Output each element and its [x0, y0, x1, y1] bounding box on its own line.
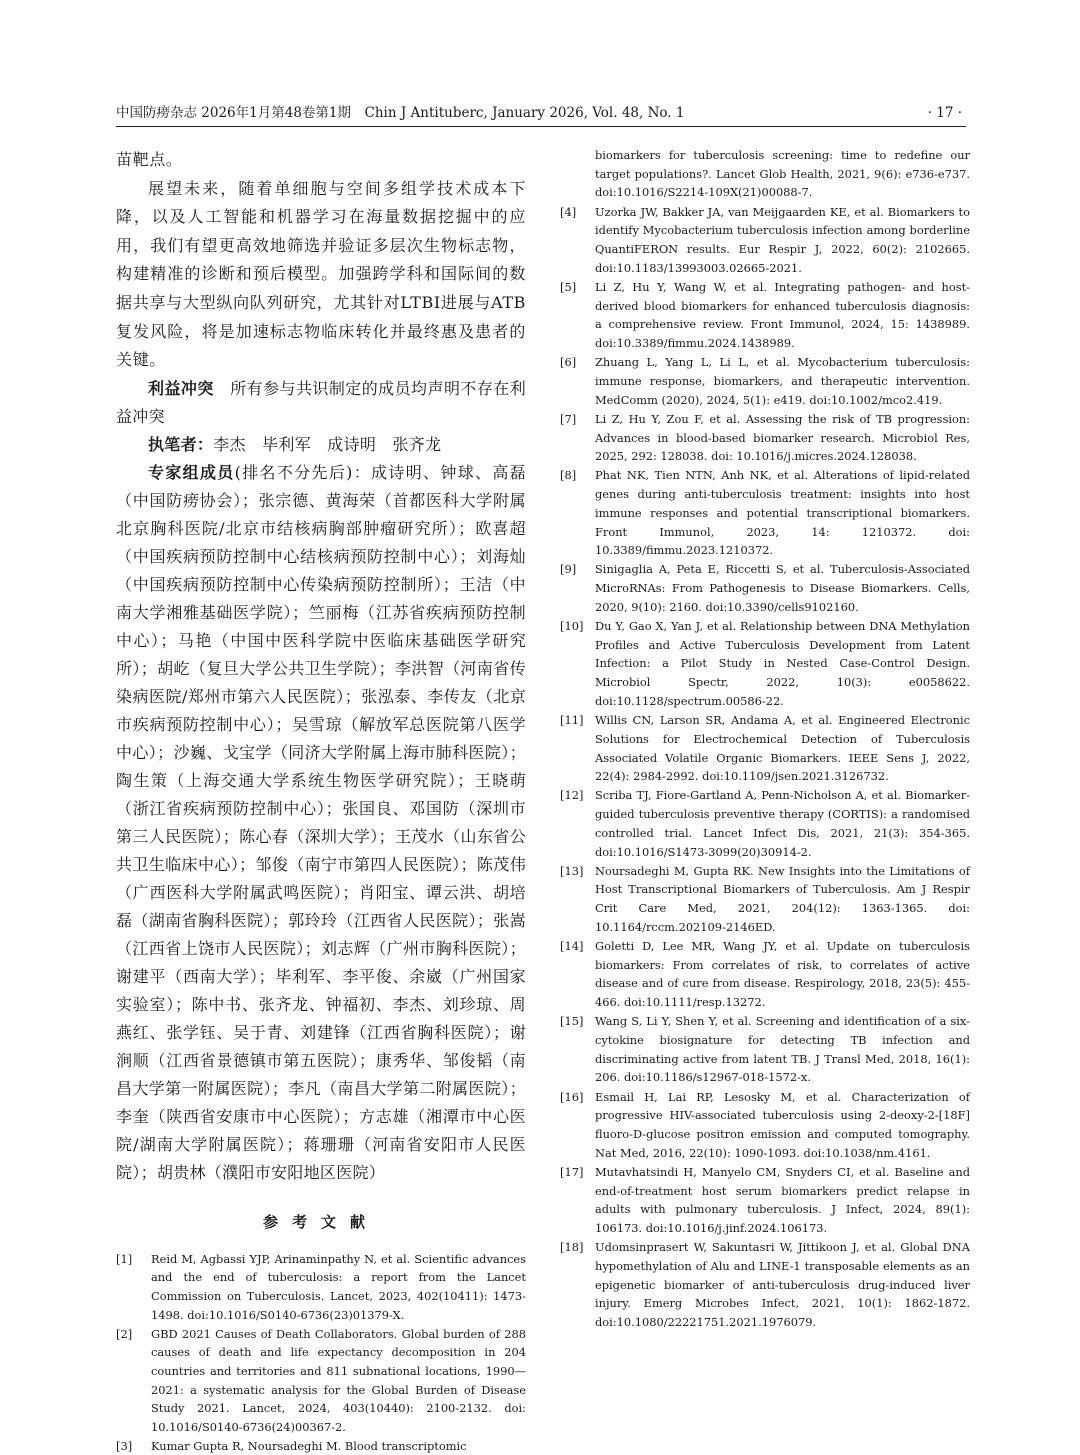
conflict-of-interest: [116, 375, 526, 431]
reference-item: [2] GBD 2021 Causes of Death Collaborators. Global burden of 288 causes of death and life expectancy decomposition in 204 countries and territories and 811 subnational locations, 1990—2021: a systematic analysis for the Global Burden of Disease Study 2021. Lancet, 2024, 403(10440): 2100-2132. doi: 10.1016/S0140-6736(24)00367-2.: [116, 1326, 526, 1435]
running-header: [116, 104, 966, 127]
continuation-text: 苗靶点。: [116, 150, 183, 169]
reference-item-continued: biomarkers for tuberculosis screening: time to redefine our target populations?. Lancet Glob Health, 2021, 9(6): e736-e737. doi:10.1016/S2214-109X(21)00088-7.: [595, 148, 970, 200]
conflict-text: 所有参与共识制定的成员均声明不存在利益冲突: [116, 378, 526, 426]
experts-label: 专家组成员: [148, 462, 235, 482]
reference-item: [4] Uzorka JW, Bakker JA, van Meijgaarden KE, et al. Biomarkers to identify Mycobacterium tuberculosis infection among borderline QuantiFERON results. Eur Respir J, 2022, 60(2): 2102665. doi:10.1183/13993003.02665-2021.: [560, 204, 970, 275]
reference-item: [18] Udomsinprasert W, Sakuntasri W, Jittikoon J, et al. Global DNA hypomethylation of Alu and LINE-1 transposable elements as an epigenetic biomarker of anti-tuberculosis drug-induced liver injury. Emerg Microbes Infect, 2021, 10(1): 1862-1872. doi:10.1080/22221751.2021.1976079.: [560, 1240, 970, 1330]
outlook-paragraph: 展望未来，随着单细胞与空间多组学技术成本下降，以及人工智能和机器学习在海量数据挖掘中的应用，我们有望更高效地筛选并验证多层次生物标志物，构建精准的诊断和预后模型。加强跨学科和国际间的数据共享与大型纵向队列研究，尤其针对LTBI进展与ATB复发风险，将是加速标志物临床转化并最终惠及患者的关键。: [116, 178, 526, 370]
reference-item: [17] Mutavhatsindi H, Manyelo CM, Snyders CI, et al. Baseline and end-of-treatment host serum biomarkers predict relapse in adults with pulmonary tuberculosis. J Infect, 2024, 89(1): 106173. doi:10.1016/j.jinf.2024.106173.: [560, 1164, 970, 1236]
reference-item: [13] Noursadeghi M, Gupta RK. New Insights into the Limitations of Host Transcriptional Biomarkers of Tuberculosis. Am J Respir Crit Care Med, 2021, 204(12): 1363-1365. doi: 10.1164/rccm.202109-2146ED.: [560, 863, 970, 934]
reference-item: [14] Goletti D, Lee MR, Wang JY, et al. Update on tuberculosis biomarkers: From correlates of risk, to correlates of active disease and of cure from disease. Respirology, 2018, 23(5): 455-466. doi:10.1111/resp.13272.: [560, 939, 970, 1010]
reference-item: [1] Reid M, Agbassi YJP, Arinaminpathy N, et al. Scientific advances and the end of tuberculosis: a report from the Lancet Commission on Tuberculosis. Lancet, 2023, 402(10411): 1473-1498. doi:10.1016/S0140-6736(23)01379-X.: [116, 1251, 526, 1322]
experts-text: (排名不分先后)：成诗明、钟球、高磊（中国防痨协会）；张宗德、黄海荣（首都医科大学附属北京胸科医院/北京市结核病胸部肿瘤研究所）；欧喜超（中国疾病预防控制中心结核病预防控制中心）；刘海灿（中国疾病预防控制中心传染病预防控制所）；王洁（中南大学湘雅基础医学院）；竺丽梅（江苏省疾病预防控制中心）；马艳（中国中医科学院中医临床基础医学研究所）；胡屹（复旦大学公共卫生学院）；李洪智（河南省传染病医院/郑州市第六人民医院）；张泓泰、李传友（北京市疾病预防控制中心）；吴雪琼（解放军总医院第八医学中心）；沙巍、戈宝学（同济大学附属上海市肺科医院）；陶生策（上海交通大学系统生物医学研究院）；王晓萌（浙江省疾病预防控制中心）；张国良、邓国防（深圳市第三人民医院）；陈心春（深圳大学）；王茂水（山东省公共卫生临床中心）；邹俊（南宁市第四人民医院）；陈茂伟（广西医科大学附属武鸣医院）；肖阳宝、谭云洪、胡培磊（湖南省胸科医院）；郭玲玲（江西省人民医院）；张嵩（江西省上饶市人民医院）；刘志辉（广州市胸科医院）；谢建平（西南大学）；毕利军、李平俊、余崴（广州国家实验室）；陈中书、张齐龙、钟福初、李杰、刘珍琼、周燕红、张学钰、吴于青、刘建锋（江西省胸科医院）；谢涧顺（江西省景德镇市第五医院）；康秀华、邹俊韬（南昌大学第一附属医院）；李凡（南昌大学第二附属医院）；李奎（陕西省安康市中心医院）；方志雄（湘潭市中心医院/湖南大学附属医院）；蒋珊珊（河南省安阳市人民医院）；胡贵林（濮阳市安阳地区医院）: [116, 462, 526, 1182]
reference-item: [9] Sinigaglia A, Peta E, Riccetti S, et al. Tuberculosis-Associated MicroRNAs: From Pathogenesis to Disease Biomarkers. Cells, 2020, 9(10): 2160. doi:10.3390/cells9102160.: [560, 562, 970, 614]
reference-item: [5] Li Z, Hu Y, Wang W, et al. Integrating pathogen- and host-derived blood biomarkers for enhanced tuberculosis diagnosis: a comprehensive review. Front Immunol, 2024, 15: 1438989. doi:10.3389/fimmu.2024.1438989.: [560, 279, 970, 351]
reference-item: [6] Zhuang L, Yang L, Li L, et al. Mycobacterium tuberculosis: immune response, biomarkers, and therapeutic intervention. MedComm (2020), 2024, 5(1): e419. doi:10.1002/mco2.419.: [560, 355, 970, 407]
page-number: · 17 ·: [927, 105, 962, 121]
reference-item: [16] Esmail H, Lai RP, Lesosky M, et al. Characterization of progressive HIV-associated tuberculosis using 2-deoxy-2-[18F] fluoro-D-glucose positron emission and computed tomography. Nat Med, 2016, 22(10): 1090-1093. doi:10.1038/nm.4161.: [560, 1089, 970, 1160]
reference-item: [12] Scriba TJ, Fiore-Gartland A, Penn-Nicholson A, et al. Biomarker-guided tuberculosis preventive therapy (CORTIS): a randomised controlled trial. Lancet Infect Dis, 2021, 21(3): 354-365. doi:10.1016/S1473-3099(20)30914-2.: [560, 788, 970, 859]
reference-item: [3] Kumar Gupta R, Noursadeghi M. Blood transcriptomic: [116, 1438, 467, 1453]
reference-item: [8] Phat NK, Tien NTN, Anh NK, et al. Alterations of lipid-related genes during anti-tuberculosis treatment: insights into host immune responses and potential transcriptional biomarkers. Front Immunol, 2023, 14: 1210372. doi: 10.3389/fimmu.2023.1210372.: [560, 468, 970, 558]
authors-label: 执笔者：: [148, 434, 214, 454]
left-column: [116, 146, 526, 1455]
reference-item: [7] Li Z, Hu Y, Zou F, et al. Assessing the risk of TB progression: Advances in blood-based biomarker research. Microbiol Res, 2025, 292: 128038. doi: 10.1016/j.micres.2024.128038.: [560, 411, 970, 464]
right-column: [560, 146, 970, 1332]
authors-text: 李杰 毕利军 成诗明 张齐龙: [213, 434, 442, 454]
conflict-label: 利益冲突: [148, 378, 214, 398]
references-heading: 参考文献: [262, 1212, 379, 1231]
reference-item: [11] Willis CN, Larson SR, Andama A, et al. Engineered Electronic Solutions for Electrochemical Detection of Tuberculosis Associated Volatile Organic Biomarkers. IEEE Sens J, 2022, 22(4): 2984-2992. doi:10.1109/jsen.2021.3126732.: [560, 713, 970, 784]
expert-group: [116, 459, 526, 1187]
journal-citation: 中国防痨杂志 2026年1月第48卷第1期 Chin J Antituberc, January 2026, Vol. 48, No. 1: [116, 105, 685, 121]
reference-item: [15] Wang S, Li Y, Shen Y, et al. Screening and identification of a six-cytokine biosignature for detecting TB infection and discriminating active from latent TB. J Transl Med, 2018, 16(1): 206. doi:10.1186/s12967-018-1572-x.: [560, 1014, 970, 1085]
reference-item: [10] Du Y, Gao X, Yan J, et al. Relationship between DNA Methylation Profiles and Active Tuberculosis Development from Latent Infection: a Pilot Study in Nested Case-Control Design. Microbiol Spectr, 2022, 10(3): e0058622. doi:10.1128/spectrum.00586-22.: [560, 619, 970, 708]
authors: [116, 431, 526, 459]
